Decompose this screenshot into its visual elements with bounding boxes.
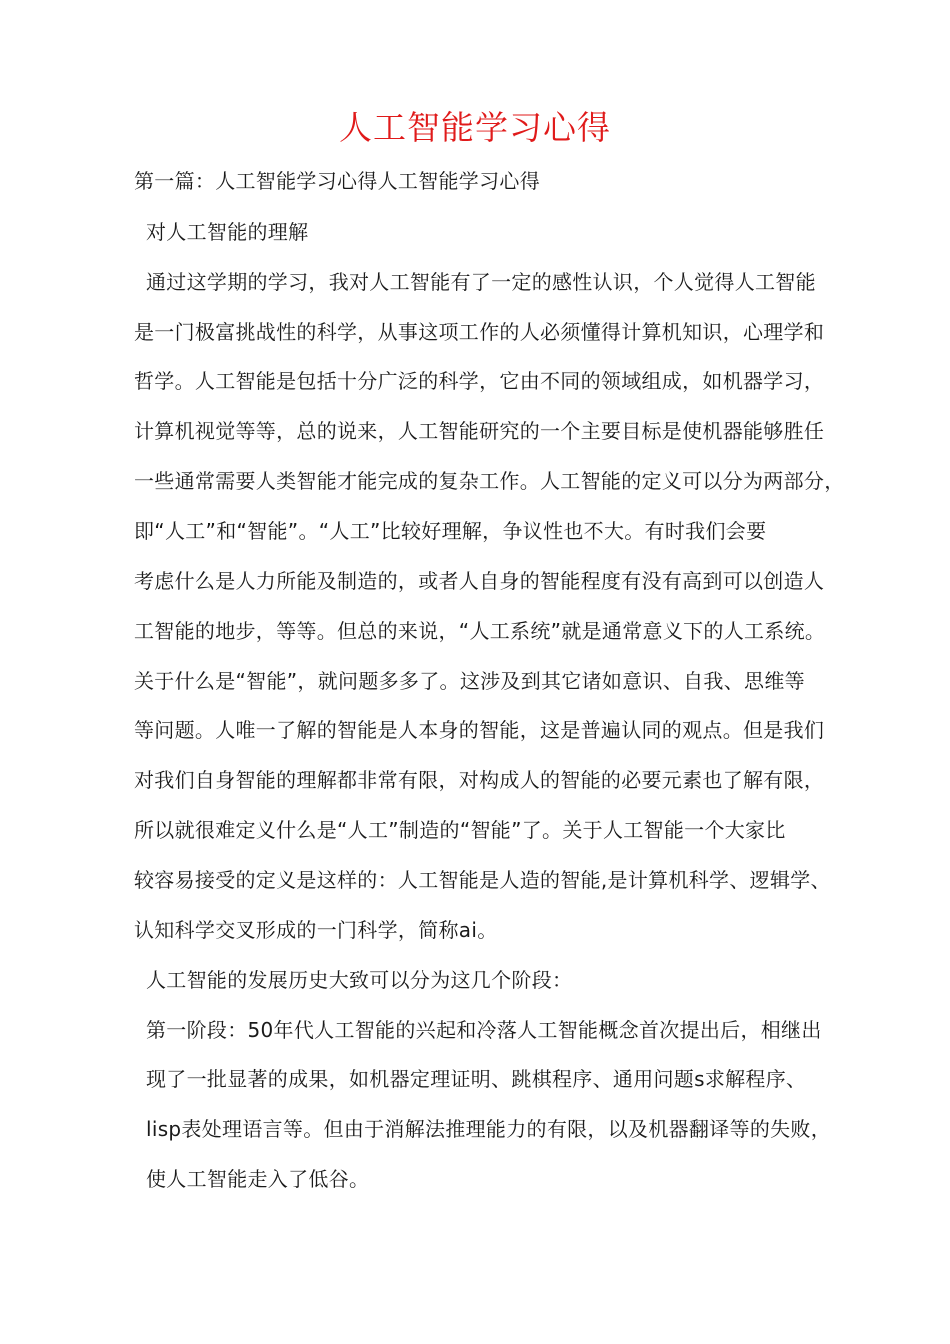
paragraph-line: 人工智能的发展历史大致可以分为这几个阶段： [146, 968, 573, 992]
paragraph-line: 即“人工”和“智能”。“人工”比较好理解，争议性也不大。有时我们会要 [134, 519, 767, 543]
paragraph-line: lisp表处理语言等。但由于消解法推理能力的有限，以及机器翻译等的失败， [146, 1117, 832, 1141]
paragraph-line: 较容易接受的定义是这样的：人工智能是人造的智能,是计算机科学、逻辑学、 [134, 868, 831, 892]
paragraph-line: 对我们自身智能的理解都非常有限，对构成人的智能的必要元素也了解有限， [134, 768, 825, 792]
paragraph-line: 计算机视觉等等，总的说来，人工智能研究的一个主要目标是使机器能够胜任 [134, 419, 825, 443]
paragraph-line: 等问题。人唯一了解的智能是人本身的智能，这是普遍认同的观点。但是我们 [134, 718, 825, 742]
paragraph-line: 所以就很难定义什么是“人工”制造的“智能”了。关于人工智能一个大家比 [134, 818, 786, 842]
paragraph-line: 第一阶段：50年代人工智能的兴起和冷落人工智能概念首次提出后，相继出 [146, 1018, 822, 1042]
subsection-heading: 对人工智能的理解 [146, 220, 309, 244]
paragraph-line: 现了一批显著的成果，如机器定理证明、跳棋程序、通用问题s求解程序、 [146, 1067, 807, 1091]
paragraph-line: 使人工智能走入了低谷。 [146, 1167, 370, 1191]
paragraph-line: 考虑什么是人力所能及制造的，或者人自身的智能程度有没有高到可以创造人 [134, 569, 825, 593]
section-heading: 第一篇：人工智能学习心得人工智能学习心得 [134, 169, 540, 193]
paragraph-line: 一些通常需要人类智能才能完成的复杂工作。人工智能的定义可以分为两部分， [134, 469, 845, 493]
paragraph-line: 是一门极富挑战性的科学，从事这项工作的人必须懂得计算机知识，心理学和 [134, 320, 825, 344]
paragraph-line: 认知科学交叉形成的一门科学，简称ai。 [134, 918, 498, 942]
paragraph-line: 哲学。人工智能是包括十分广泛的科学，它由不同的领域组成，如机器学习， [134, 369, 825, 393]
paragraph-line: 通过这学期的学习，我对人工智能有了一定的感性认识，个人觉得人工智能 [146, 270, 816, 294]
paragraph-line: 关于什么是“智能”，就问题多多了。这涉及到其它诸如意识、自我、思维等 [134, 669, 805, 693]
document-title: 人工智能学习心得 [339, 108, 611, 147]
paragraph-line: 工智能的地步，等等。但总的来说，“人工系统”就是通常意义下的人工系统。 [134, 619, 826, 643]
